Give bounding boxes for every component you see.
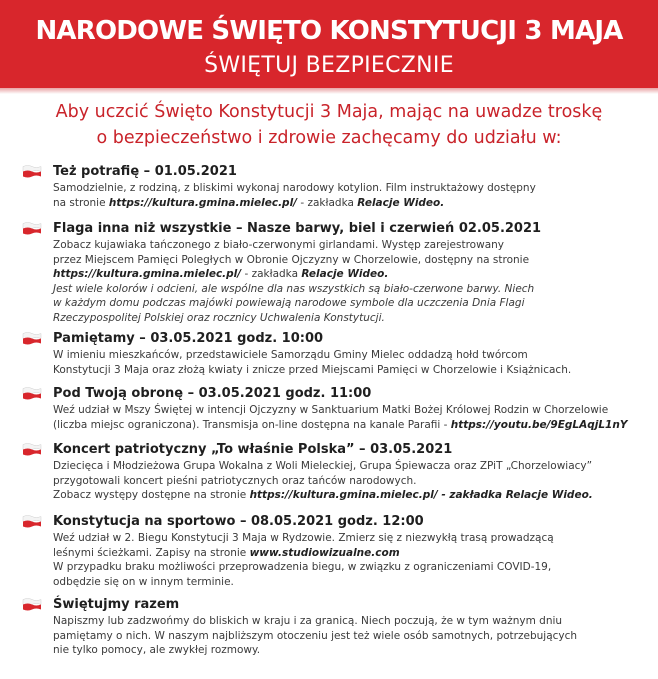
event-description [53,238,653,325]
event-title: Pamiętamy – 03.05.2021 godz. 10:00 [53,331,324,346]
event-line: Rzeczypospolitej Polskiej oraz rocznicy Uchwalenia Konstytucji. [53,311,385,324]
event-title: Pod Twoją obronę – 03.05.2021 godz. 11:00 [53,386,372,401]
event-line: Napiszmy lub zadzwońmy do bliskich w kraju i za granicą. Niech poczują, że w tym ważnym dniu [53,615,563,627]
event-title: Koncert patriotyczny „To właśnie Polska” – 03.05.2021 [53,442,453,457]
event-line [53,546,653,561]
youtube-link[interactable]: https://youtu.be/9EgLAqjL1nY [450,418,628,431]
event-line: Jest wiele kolorów i odcieni, ale wspólne dla nas wszystkich są biało-czerwone barwy. Niech [53,282,535,295]
event-line [53,267,653,282]
event-line: Weź udział w Mszy Świętej w intencji Ojczyzny w Sanktuarium Matki Bożej Królowej Rodzin w Chorzelowie [53,404,609,416]
event-line: pamiętamy o nich. W naszym najbliższym otoczeniu jest też wiele osób samotnych, potrzebujących [53,629,578,642]
tab-name: Relacje Wideo. [357,196,445,209]
event-description [53,181,653,210]
polish-flag-icon [22,443,42,456]
polish-flag-icon [22,332,42,345]
event-line: nie tylko pomocy, ale zwykłej rozmowy. [53,644,261,656]
event-line: Zobacz kujawiaka tańczonego z biało-czerwonymi girlandami. Występ zarejestrowany [53,239,504,251]
text: leśnymi ścieżkami. Zapisy na stronie [53,546,250,559]
text: (liczba miejsc ograniczona). Transmisja on-line dostępna na kanale Parafii - [53,418,451,431]
tab-name: - zakładka Relacje Wideo. [437,489,593,501]
page-title: NARODOWE ŚWIĘTO KONSTYTUCJI 3 MAJA [35,16,623,46]
event-title: Konstytucja na sportowo – 08.05.2021 godz. 12:00 [53,514,424,529]
event-description [53,459,653,503]
website-link[interactable]: www.studiowizualne.com [249,546,400,559]
event-title: Świętujmy razem [53,597,180,612]
intro-text [20,99,638,151]
event-title: Też potrafię – 01.05.2021 [53,164,237,179]
event-line [53,196,653,211]
website-link[interactable]: https://kultura.gmina.mielec.pl/ [108,196,298,209]
polish-flag-icon [22,515,42,528]
event-line: W przypadku braku możliwości przeprowadzenia biegu, w związku z ograniczeniami COVID-19, [53,561,552,573]
event-line: Dziecięca i Młodzieżowa Grupa Wokalna z Woli Mieleckiej, Grupa Śpiewacza oraz ZPiT „Chorzelowiacy” [53,460,593,472]
header-fade [0,88,658,94]
event-line: przez Miejscem Pamięci Poległych w Obronie Ojczyzny w Chorzelowie, dostępny na stronie [53,253,530,266]
polish-flag-icon [22,598,42,611]
polish-flag-icon [22,387,42,400]
event-line [53,418,653,433]
event-description [53,403,653,432]
polish-flag-icon [22,165,42,178]
event-line: Weź udział w 2. Biegu Konstytucji 3 Maja w Rydzowie. Zmierz się z niezwykłą trasą prowadzącą [53,532,554,544]
event-line: w każdym domu podczas majówki powiewają narodowe symbole dla uczczenia Dnia Flagi [53,297,525,309]
text: Zobacz występy dostępne na stronie [53,489,250,501]
event-description [53,348,653,377]
intro-line: Aby uczcić Święto Konstytucji 3 Maja, mając na uwadze troskę [55,102,603,122]
website-link[interactable]: https://kultura.gmina.mielec.pl/ [53,268,242,280]
website-link[interactable]: https://kultura.gmina.mielec.pl/ [249,489,438,501]
event-line: przygotowali koncert pieśni patriotycznych oraz tańców narodowych. [53,474,417,487]
event-title: Flaga inna niż wszystkie – Nasze barwy, biel i czerwień 02.05.2021 [53,221,542,236]
event-description [53,531,653,589]
event-line: odbędzie się on w innym terminie. [53,575,234,588]
page-subtitle: ŚWIĘTUJ BEZPIECZNIE [204,53,454,78]
intro-line: o bezpieczeństwo i zdrowie zachęcamy do udziału w: [96,128,562,148]
text: na stronie [53,196,109,209]
tab-name: Relacje Wideo. [301,268,389,280]
polish-flag-icon [22,222,42,235]
event-line: W imieniu mieszkańców, przedstawiciele Samorządu Gminy Mielec oddadzą hołd twórcom [53,349,528,361]
event-line: Samodzielnie, z rodziną, z bliskimi wykonaj narodowy kotylion. Film instruktażowy dostępny [53,182,536,194]
event-line [53,488,653,503]
text: - zakładka [241,268,302,280]
text: - zakładka [297,196,358,209]
event-line: Konstytucji 3 Maja oraz złożą kwiaty i znicze przed Miejscami Pamięci w Chorzelowie i Książnicach. [53,363,572,376]
event-description [53,614,653,658]
